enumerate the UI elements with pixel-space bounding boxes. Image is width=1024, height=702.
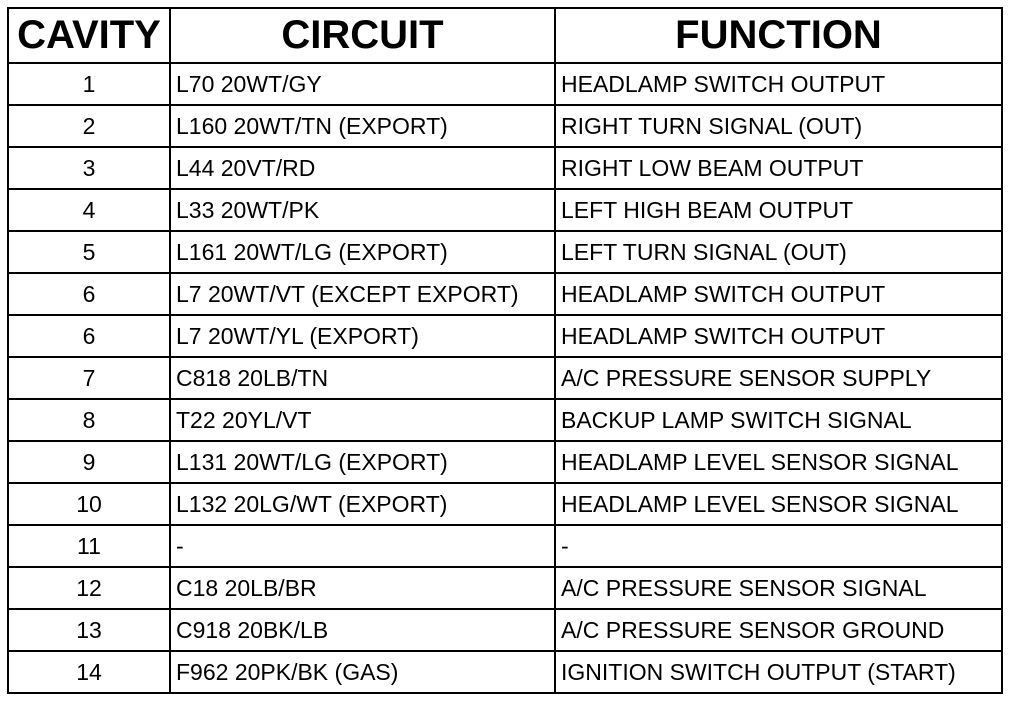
- cavity-cell: 8: [8, 399, 170, 441]
- cavity-cell: 5: [8, 231, 170, 273]
- table-row: [8, 105, 1002, 147]
- function-cell: -: [555, 525, 1002, 567]
- header-function: FUNCTION: [555, 8, 1002, 63]
- table-row: [8, 357, 1002, 399]
- function-cell: RIGHT LOW BEAM OUTPUT: [555, 147, 1002, 189]
- function-cell: HEADLAMP SWITCH OUTPUT: [555, 273, 1002, 315]
- function-cell: LEFT TURN SIGNAL (OUT): [555, 231, 1002, 273]
- circuit-cell: L33 20WT/PK: [170, 189, 555, 231]
- cavity-cell: 13: [8, 609, 170, 651]
- circuit-cell: L161 20WT/LG (EXPORT): [170, 231, 555, 273]
- cavity-cell: 12: [8, 567, 170, 609]
- table-row: [8, 315, 1002, 357]
- table-row: [8, 483, 1002, 525]
- table-row: [8, 231, 1002, 273]
- circuit-cell: L131 20WT/LG (EXPORT): [170, 441, 555, 483]
- function-cell: HEADLAMP SWITCH OUTPUT: [555, 315, 1002, 357]
- circuit-cell: L70 20WT/GY: [170, 63, 555, 105]
- circuit-cell: L7 20WT/YL (EXPORT): [170, 315, 555, 357]
- table-row: [8, 399, 1002, 441]
- cavity-cell: 6: [8, 315, 170, 357]
- table-row: [8, 147, 1002, 189]
- function-cell: A/C PRESSURE SENSOR SUPPLY: [555, 357, 1002, 399]
- cavity-cell: 2: [8, 105, 170, 147]
- function-cell: BACKUP LAMP SWITCH SIGNAL: [555, 399, 1002, 441]
- cavity-cell: 1: [8, 63, 170, 105]
- function-cell: RIGHT TURN SIGNAL (OUT): [555, 105, 1002, 147]
- table-row: [8, 525, 1002, 567]
- table-row: [8, 441, 1002, 483]
- cavity-cell: 10: [8, 483, 170, 525]
- circuit-cell: L132 20LG/WT (EXPORT): [170, 483, 555, 525]
- circuit-cell: -: [170, 525, 555, 567]
- table-row: [8, 63, 1002, 105]
- table-row: [8, 609, 1002, 651]
- table-row: [8, 651, 1002, 693]
- circuit-cell: T22 20YL/VT: [170, 399, 555, 441]
- cavity-cell: 11: [8, 525, 170, 567]
- cavity-cell: 4: [8, 189, 170, 231]
- function-cell: A/C PRESSURE SENSOR SIGNAL: [555, 567, 1002, 609]
- function-cell: HEADLAMP SWITCH OUTPUT: [555, 63, 1002, 105]
- header-circuit: CIRCUIT: [170, 8, 555, 63]
- cavity-cell: 3: [8, 147, 170, 189]
- function-cell: HEADLAMP LEVEL SENSOR SIGNAL: [555, 483, 1002, 525]
- circuit-cell: L7 20WT/VT (EXCEPT EXPORT): [170, 273, 555, 315]
- circuit-cell: F962 20PK/BK (GAS): [170, 651, 555, 693]
- function-cell: IGNITION SWITCH OUTPUT (START): [555, 651, 1002, 693]
- circuit-cell: C818 20LB/TN: [170, 357, 555, 399]
- circuit-cell: L44 20VT/RD: [170, 147, 555, 189]
- header-cavity: CAVITY: [8, 8, 170, 63]
- table-row: [8, 189, 1002, 231]
- cavity-cell: 9: [8, 441, 170, 483]
- table-row: [8, 567, 1002, 609]
- function-cell: LEFT HIGH BEAM OUTPUT: [555, 189, 1002, 231]
- connector-pinout-table: [7, 7, 1003, 694]
- cavity-cell: 14: [8, 651, 170, 693]
- function-cell: HEADLAMP LEVEL SENSOR SIGNAL: [555, 441, 1002, 483]
- circuit-cell: C918 20BK/LB: [170, 609, 555, 651]
- cavity-cell: 6: [8, 273, 170, 315]
- circuit-cell: L160 20WT/TN (EXPORT): [170, 105, 555, 147]
- cavity-cell: 7: [8, 357, 170, 399]
- header-row: [8, 8, 1002, 63]
- table-row: [8, 273, 1002, 315]
- circuit-cell: C18 20LB/BR: [170, 567, 555, 609]
- function-cell: A/C PRESSURE SENSOR GROUND: [555, 609, 1002, 651]
